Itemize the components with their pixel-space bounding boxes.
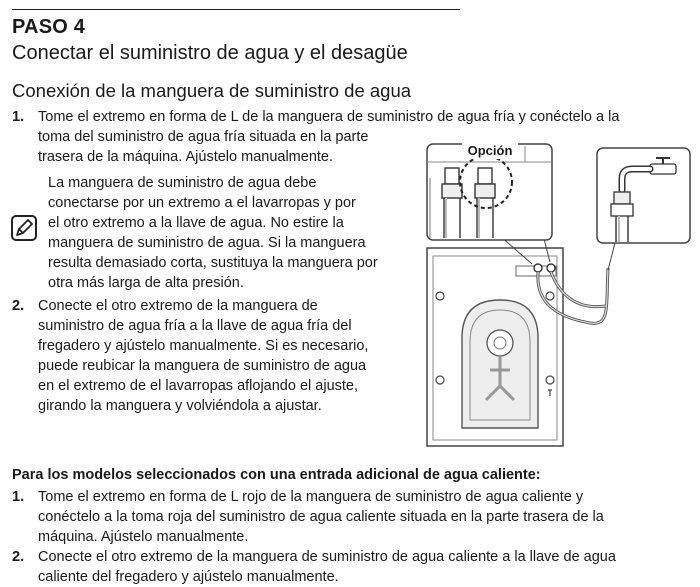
page-title: Conectar el suministro de agua y el desagüe [12,42,408,64]
text-line: caliente del fregadero y ajústelo manualmente. [38,569,339,585]
hot-item1-number: 1. [12,489,25,505]
top-rule [12,9,460,10]
text-line: Conecte el otro extremo de la manguera de suministro de agua caliente a la llave de agua [38,549,616,565]
text-line: toma del suministro de agua fría situada en la parte [38,129,369,145]
note-text [48,173,378,293]
cold-item2-number: 2. [12,298,25,314]
text-line: girando la manguera y volviéndola a ajustar. [38,398,322,414]
text-line: Tome el extremo en forma de L rojo de la manguera de suministro de agua caliente y [38,489,584,505]
hot-item1-text [38,487,604,547]
text-line: suministro de agua fría a la llave de agua fría del [38,318,352,334]
cold-item1-number: 1. [12,109,25,125]
text-line: conéctelo a la toma roja del suministro de agua caliente situada en la parte trasera de la [38,509,604,525]
note-pencil-icon [10,214,38,242]
text-line: en el extremo de el lavarropas aflojando el ajuste, [38,378,358,394]
text-line: La manguera de suministro de agua debe [48,175,317,191]
text-line: manguera de suministro de agua. Si la manguera [48,235,366,251]
text-line: Conecte el otro extremo de la manguera de [38,298,318,314]
step-heading: PASO 4 [12,16,86,38]
cold-item2-text [38,296,368,416]
text-line: resulta demasiado corta, sustituya la manguera por [48,255,378,271]
hot-item2-number: 2. [12,549,25,565]
text-line: conectarse por un extremo a el lavarropas y por [48,195,356,211]
hose-connection-illustration [410,138,700,450]
section-subtitle: Conexión de la manguera de suministro de agua [12,80,412,101]
hot-item2-text [38,547,616,587]
faucet-closeup-inset [597,148,690,243]
text-line: fregadero y ajústelo manualmente. Si es necesario, [38,338,369,354]
text-line: máquina. Ajústelo manualmente. [38,529,249,545]
text-line: trasera de la máquina. Ajústelo manualmente. [38,149,334,165]
option-label: Opción [467,143,513,158]
hot-water-heading: Para los modelos seleccionados con una entrada adicional de agua caliente: [12,467,541,483]
text-line: el otro extremo a la llave de agua. No estire la [48,215,344,231]
text-line: otra más larga de alta presión. [48,275,244,291]
text-line: Tome el extremo en forma de L de la manguera de suministro de agua fría y conéctelo a la [38,109,620,125]
inlet-closeup-inset [427,142,552,240]
text-line: puede reubicar la manguera de suministro de agua [38,358,367,374]
